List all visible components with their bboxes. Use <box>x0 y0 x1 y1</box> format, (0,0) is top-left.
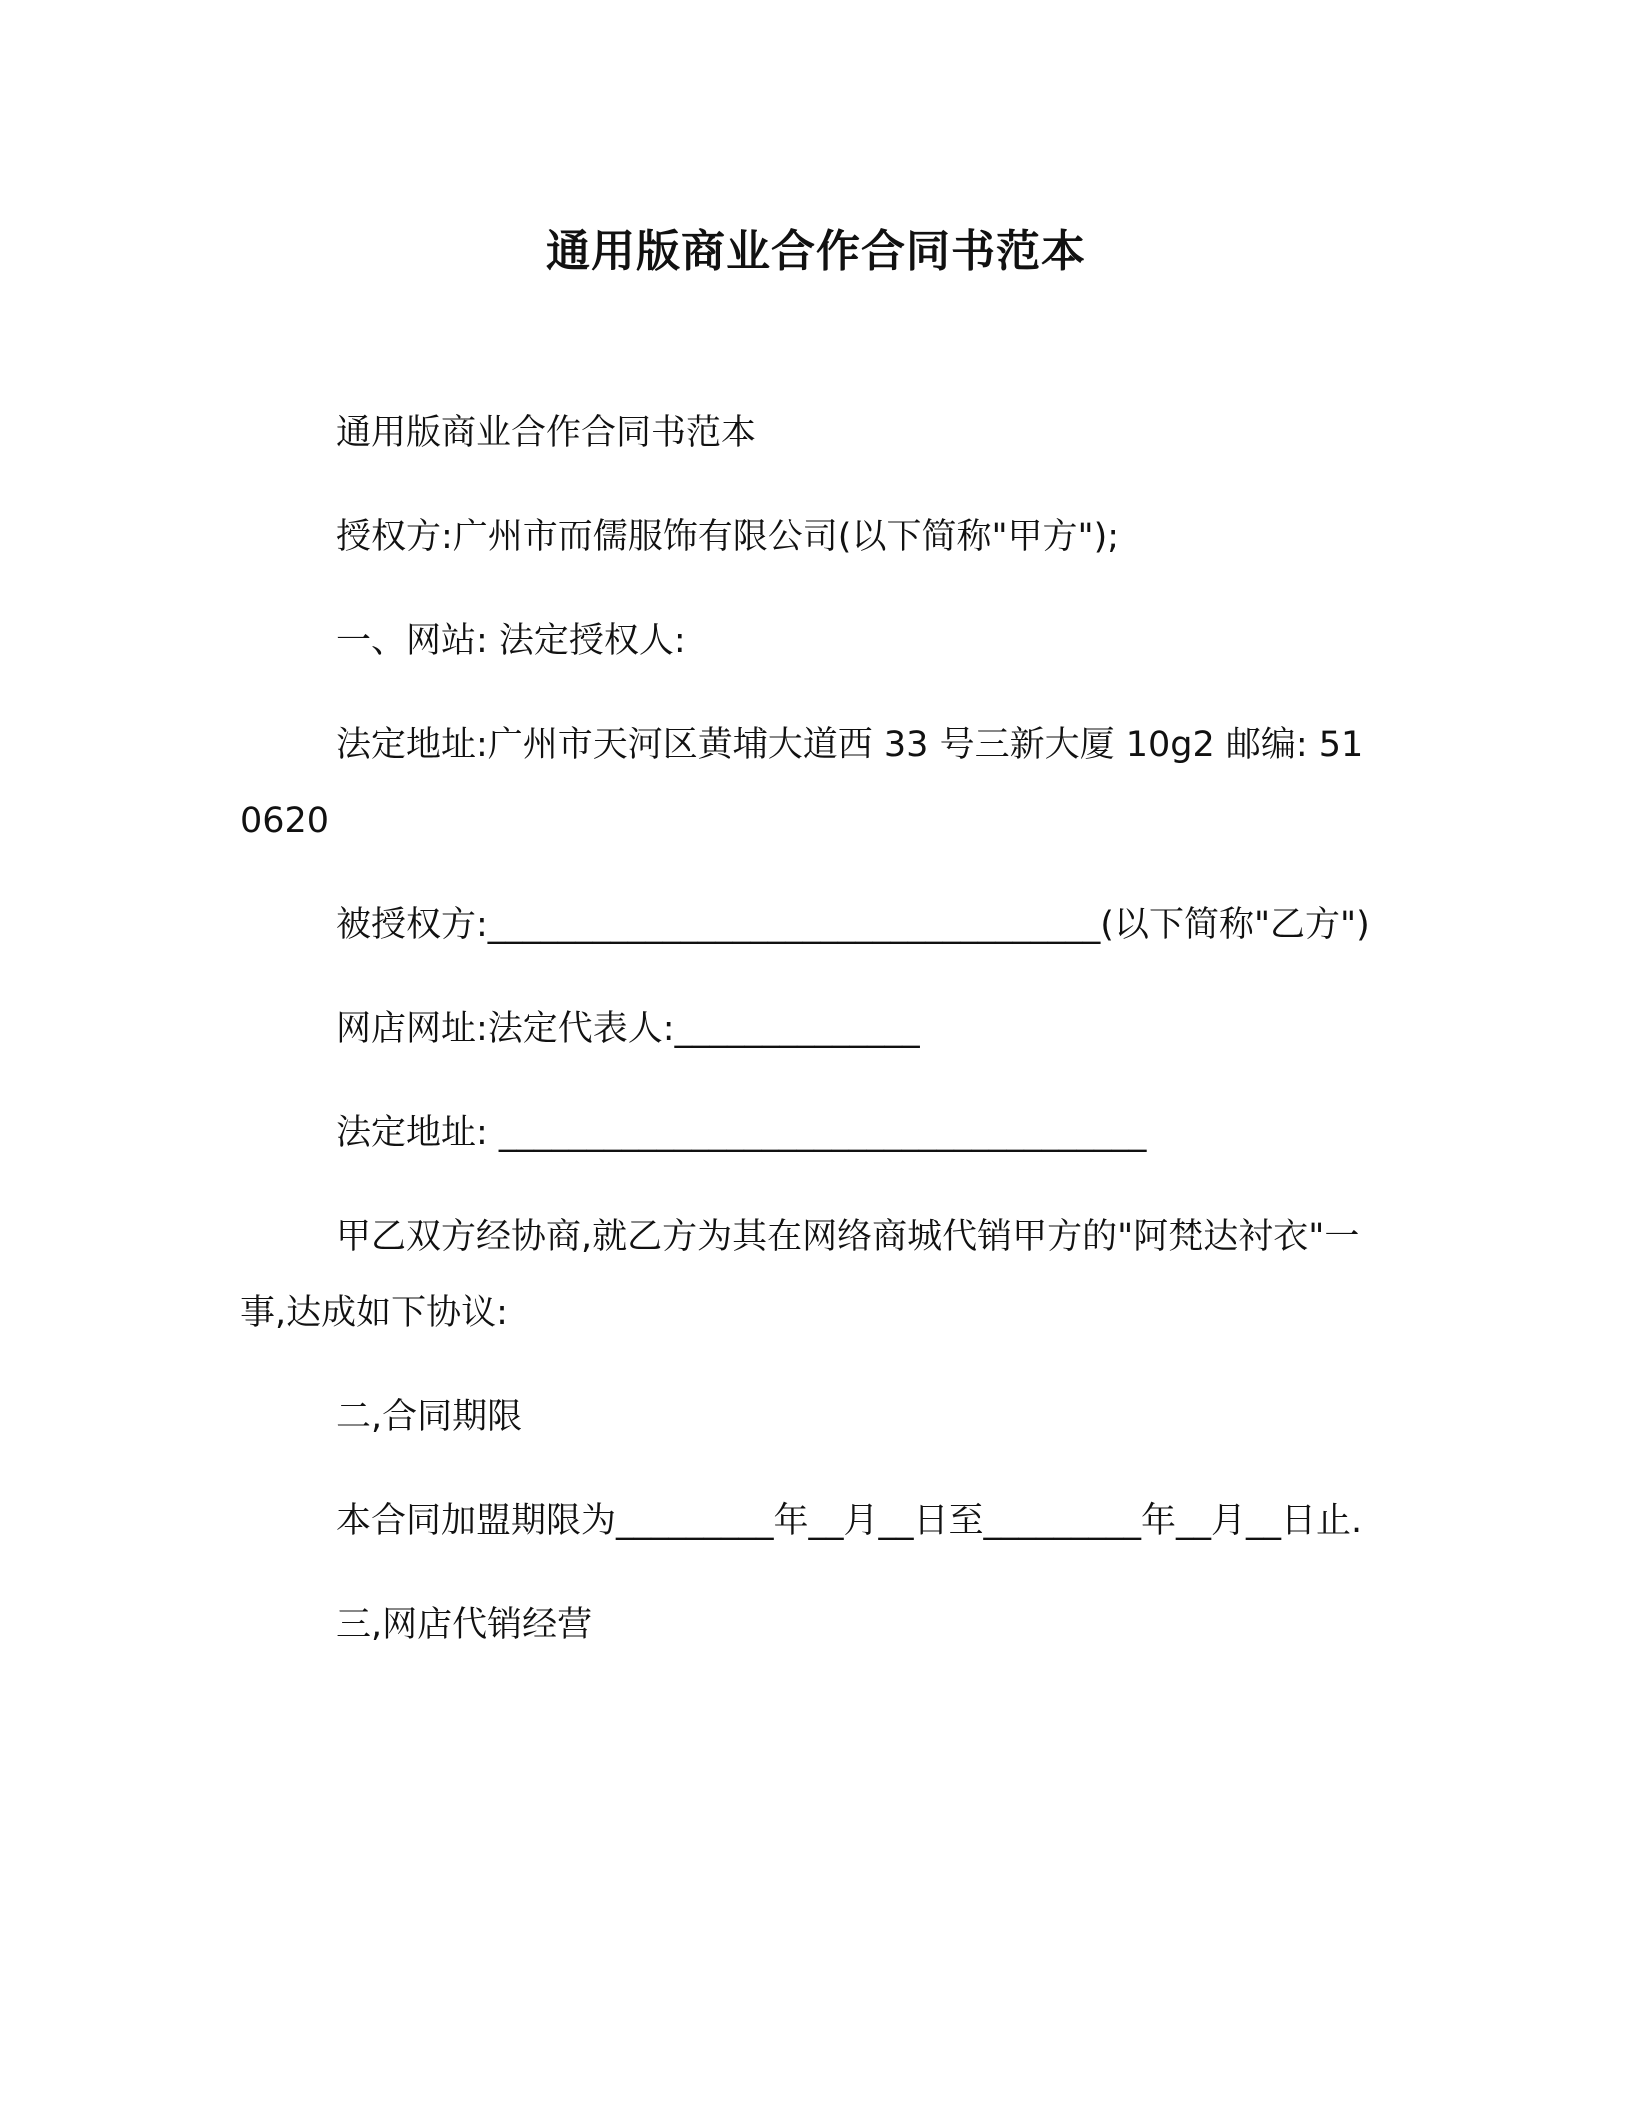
document-title: 通用版商业合作合同书范本 <box>546 226 1086 277</box>
section-heading-contract-term: 二,合同期限 <box>336 1397 523 1437</box>
paragraph-licensee-address: 法定地址: _____________________________________ <box>336 1113 1147 1153</box>
paragraph-licensee: 被授权方:___________________________________(以下简称"乙方") <box>336 905 1370 945</box>
document-body <box>240 395 1370 1691</box>
paragraph-licensor-address: 法定地址:广州市天河区黄埔大道西 33 号三新大厦 10g2 邮编: 510620 <box>240 725 1364 841</box>
paragraph-website-legal-licensor: 一、网站: 法定授权人: <box>336 621 686 661</box>
paragraph-agreement-intro: 甲乙双方经协商,就乙方为其在网络商城代销甲方的"阿梵达衬衣"一事,达成如下协议: <box>240 1217 1360 1333</box>
paragraph-licensor: 授权方:广州市而儒服饰有限公司(以下简称"甲方"); <box>336 517 1120 557</box>
paragraph-heading: 通用版商业合作合同书范本 <box>336 413 757 453</box>
section-heading-online-store: 三,网店代销经营 <box>336 1605 593 1645</box>
paragraph-shop-url-representative: 网店网址:法定代表人:______________ <box>336 1009 920 1049</box>
paragraph-contract-term: 本合同加盟期限为_________年__月__日至_________年__月__日止. <box>336 1501 1363 1541</box>
